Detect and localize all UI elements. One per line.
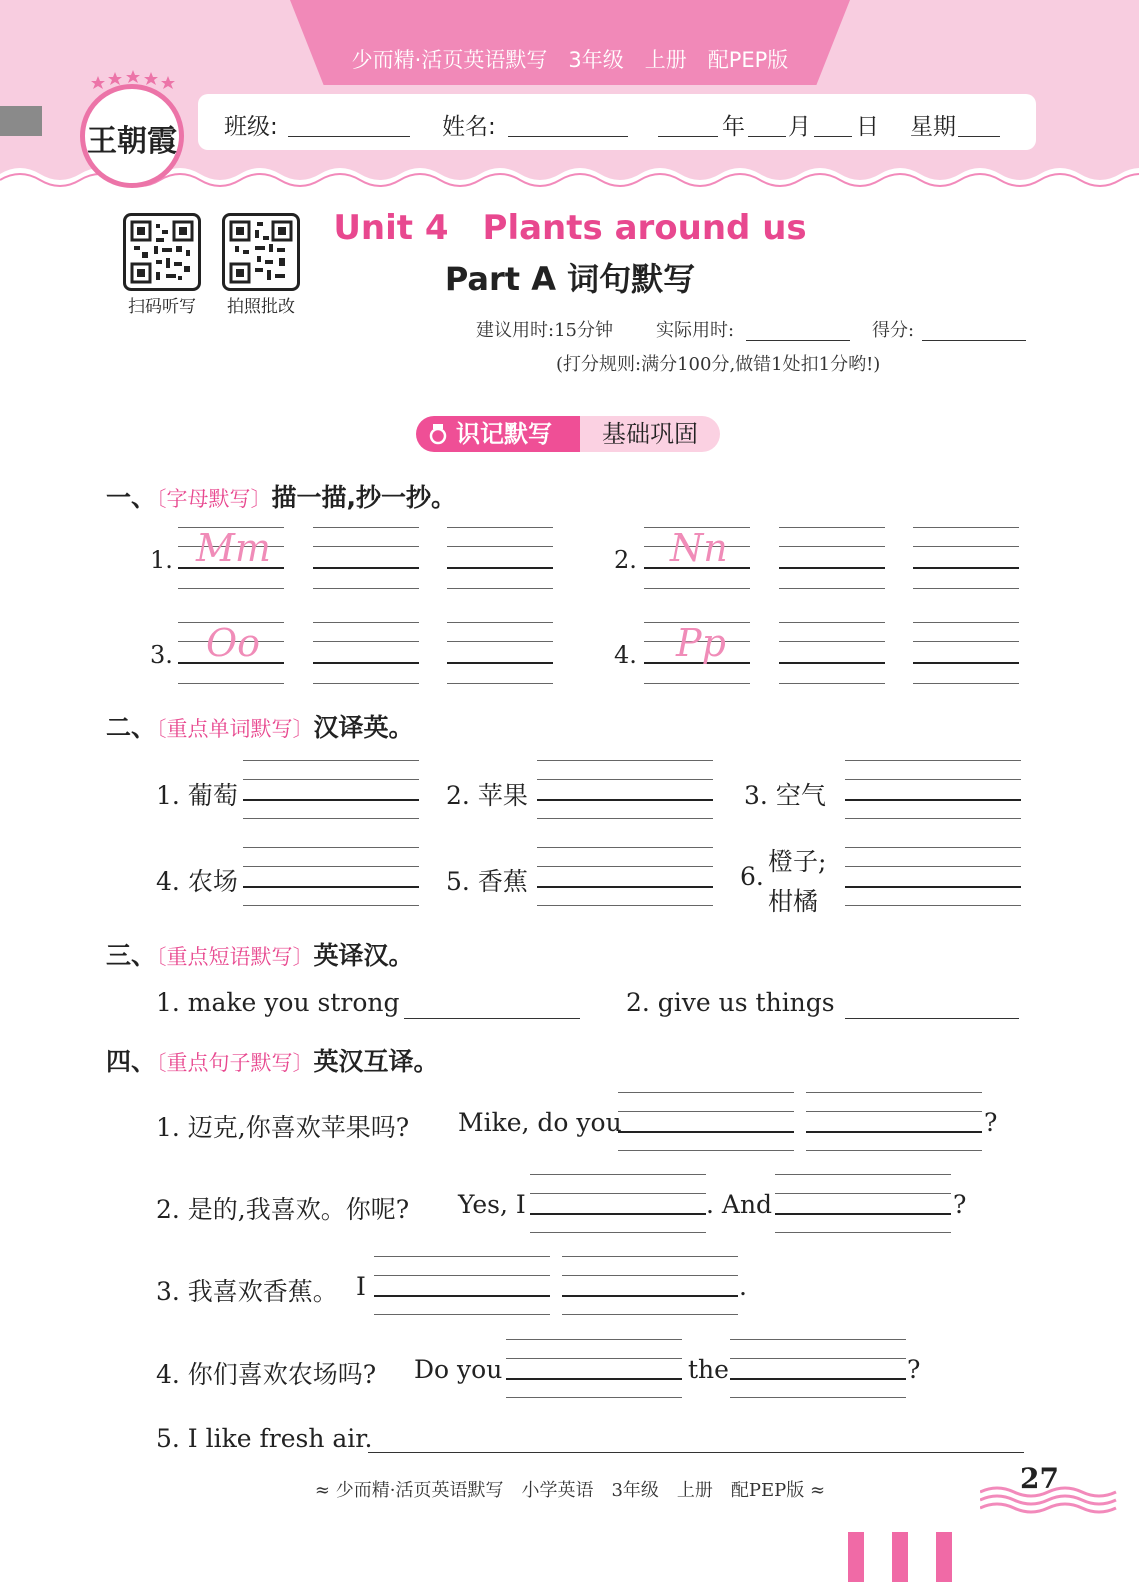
sentence-3-en: I bbox=[356, 1272, 366, 1301]
year-field[interactable] bbox=[658, 108, 718, 137]
word-item-4: 4. 农场 bbox=[156, 867, 238, 896]
section-badge-pink bbox=[416, 416, 586, 452]
section-2-heading: 二、〔重点单词默写〕汉译英。 bbox=[106, 713, 414, 742]
sentence-answer-grid[interactable] bbox=[562, 1256, 738, 1318]
month-label: 月 bbox=[788, 114, 811, 140]
sentence-3-cn: 3. 我喜欢香蕉。 bbox=[156, 1277, 338, 1306]
trace-letters-nn: Nn bbox=[670, 526, 728, 570]
phrase-item-1: 1. make you strong bbox=[156, 988, 400, 1017]
scoring-rule: (打分规则:满分100分,做错1处扣1分哟!) bbox=[556, 354, 881, 375]
word-item-5: 5. 香蕉 bbox=[446, 867, 528, 896]
sentence-2-en: Yes, I bbox=[458, 1190, 526, 1219]
letter-grid[interactable] bbox=[313, 527, 419, 589]
sentence-2-end: ? bbox=[953, 1190, 967, 1219]
logo-stars-icon bbox=[90, 68, 176, 92]
word-answer-grid[interactable] bbox=[537, 760, 713, 822]
month-field[interactable] bbox=[748, 108, 786, 137]
sentence-answer-grid[interactable] bbox=[506, 1339, 682, 1401]
letter-grid[interactable] bbox=[447, 527, 553, 589]
word-item-6-line1: 橙子; bbox=[768, 847, 827, 876]
class-field[interactable] bbox=[288, 108, 410, 137]
letter-grid[interactable] bbox=[913, 622, 1019, 684]
badge-pink-text: 识记默写 bbox=[456, 420, 552, 448]
actual-time-label: 实际用时: bbox=[656, 320, 735, 341]
weekday-field[interactable] bbox=[958, 108, 1000, 137]
name-field[interactable] bbox=[508, 108, 628, 137]
score-label: 得分: bbox=[872, 320, 915, 341]
phrase-item-2: 2. give us things bbox=[626, 988, 835, 1017]
sentence-4-mid: the bbox=[688, 1355, 729, 1384]
logo-text: 王朝霞 bbox=[87, 124, 177, 159]
letter-grid[interactable] bbox=[447, 622, 553, 684]
class-label: 班级: bbox=[224, 114, 278, 140]
footer-bar bbox=[892, 1532, 908, 1582]
letter-grid[interactable] bbox=[913, 527, 1019, 589]
day-label: 日 bbox=[856, 114, 879, 140]
word-item-3: 3. 空气 bbox=[744, 781, 826, 810]
word-item-1: 1. 葡萄 bbox=[156, 781, 238, 810]
sentence-answer-grid[interactable] bbox=[806, 1092, 982, 1154]
sentence-answer-grid[interactable] bbox=[618, 1092, 794, 1154]
sentence-1-en: Mike, do you bbox=[458, 1108, 622, 1137]
word-answer-grid[interactable] bbox=[243, 760, 419, 822]
sentence-4-en: Do you bbox=[414, 1355, 503, 1384]
word-answer-grid[interactable] bbox=[845, 760, 1021, 822]
word-item-2: 2. 苹果 bbox=[446, 781, 528, 810]
sentence-4-end: ? bbox=[907, 1355, 921, 1384]
word-item-6-line2: 柑橘 bbox=[768, 887, 819, 916]
trace-letters-oo: Oo bbox=[206, 621, 261, 665]
trace-letters-pp: Pp bbox=[676, 621, 726, 665]
sentence-answer-grid[interactable] bbox=[374, 1256, 550, 1318]
qr-listen-icon[interactable] bbox=[123, 213, 201, 291]
page-number: 27 bbox=[1020, 1462, 1059, 1495]
section-4-heading: 四、〔重点句子默写〕英汉互译。 bbox=[106, 1047, 439, 1076]
sentence-2-cn: 2. 是的,我喜欢。你呢? bbox=[156, 1195, 410, 1224]
phrase-answer-2[interactable] bbox=[845, 990, 1019, 1019]
day-field[interactable] bbox=[814, 108, 852, 137]
letter-grid[interactable] bbox=[313, 622, 419, 684]
word-item-6-num: 6. bbox=[740, 862, 764, 891]
sentence-answer-grid[interactable] bbox=[775, 1174, 951, 1236]
sentence-1-cn: 1. 迈克,你喜欢苹果吗? bbox=[156, 1113, 410, 1142]
phrase-answer-1[interactable] bbox=[404, 990, 580, 1019]
section-badge-light: 基础巩固 bbox=[580, 416, 720, 452]
qr-correct-icon[interactable] bbox=[222, 213, 300, 291]
part-title: Part A 词句默写 bbox=[444, 260, 696, 298]
qr-listen-label: 扫码听写 bbox=[128, 297, 196, 317]
section-3-heading: 三、〔重点短语默写〕英译汉。 bbox=[106, 941, 414, 970]
letter-item-1-num: 1. bbox=[150, 546, 173, 574]
year-label: 年 bbox=[722, 114, 745, 140]
letter-item-3-num: 3. bbox=[150, 641, 173, 669]
qr-correct-label: 拍照批改 bbox=[227, 297, 295, 317]
section-1-heading: 一、〔字母默写〕描一描,抄一抄。 bbox=[106, 483, 457, 512]
letter-grid[interactable] bbox=[779, 527, 885, 589]
sentence-2-mid: . And bbox=[706, 1190, 773, 1219]
letter-item-2-num: 2. bbox=[614, 546, 637, 574]
letter-grid[interactable] bbox=[779, 622, 885, 684]
sentence-answer-grid[interactable] bbox=[730, 1339, 906, 1401]
footer-bar bbox=[848, 1532, 864, 1582]
trace-letters-mm: Mm bbox=[196, 526, 271, 570]
medal-icon bbox=[428, 416, 448, 452]
sentence-1-end: ? bbox=[984, 1108, 998, 1137]
sentence-4-cn: 4. 你们喜欢农场吗? bbox=[156, 1360, 377, 1389]
unit-title: Unit 4 Plants around us bbox=[333, 208, 807, 248]
word-answer-grid[interactable] bbox=[243, 847, 419, 909]
sentence-answer-grid[interactable] bbox=[530, 1174, 706, 1236]
footer-bar bbox=[936, 1532, 952, 1582]
sentence-5-answer[interactable] bbox=[368, 1424, 1024, 1453]
footer-text: ≈ 少而精·活页英语默写 小学英语 3年级 上册 配PEP版 ≈ bbox=[314, 1480, 826, 1501]
sentence-5: 5. I like fresh air. bbox=[156, 1424, 373, 1453]
name-label: 姓名: bbox=[442, 114, 496, 140]
word-answer-grid[interactable] bbox=[537, 847, 713, 909]
letter-item-4-num: 4. bbox=[614, 641, 637, 669]
series-title: 少而精·活页英语默写 3年级 上册 配PEP版 bbox=[351, 48, 789, 72]
actual-time-field[interactable] bbox=[746, 312, 850, 341]
word-answer-grid[interactable] bbox=[845, 847, 1021, 909]
sentence-3-end: . bbox=[739, 1272, 747, 1301]
score-field[interactable] bbox=[922, 312, 1026, 341]
suggested-time: 建议用时:15分钟 bbox=[476, 320, 613, 341]
weekday-label: 星期 bbox=[910, 114, 956, 140]
side-marker bbox=[0, 106, 42, 136]
